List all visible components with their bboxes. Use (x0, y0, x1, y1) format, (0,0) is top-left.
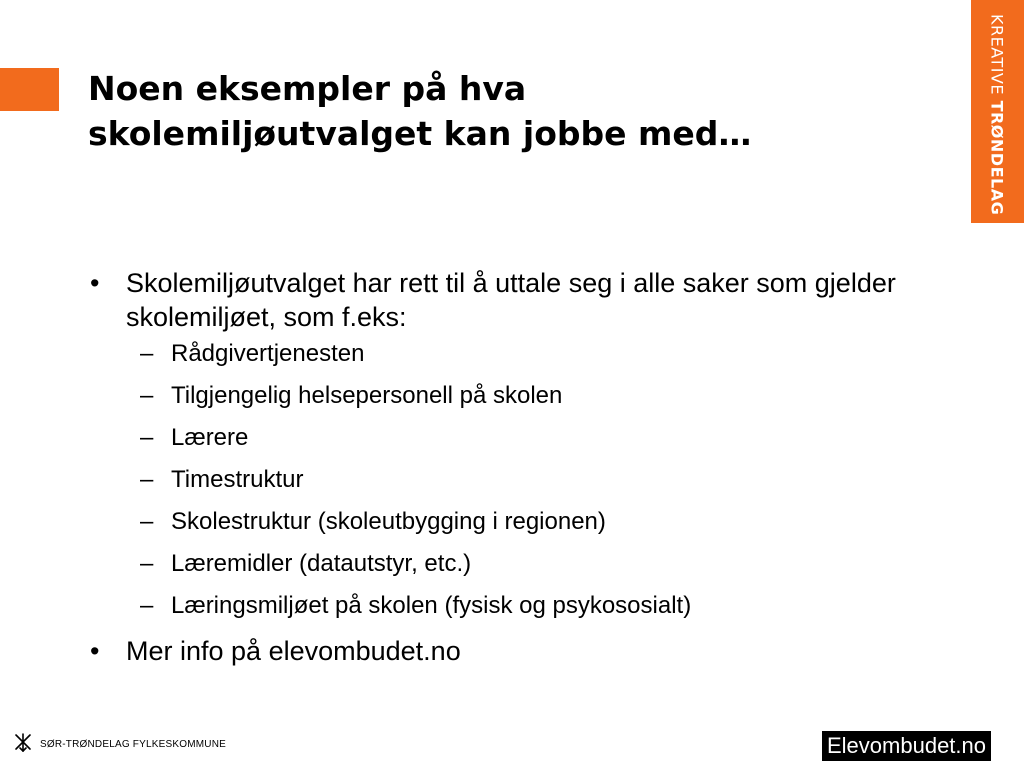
sub-item (90, 424, 940, 452)
bullet-mark: • (90, 268, 100, 298)
bullet-item (90, 266, 940, 334)
sub-text: Lærere (171, 424, 249, 451)
bullet-text: Mer info på elevombudet.no (126, 636, 461, 666)
bullet-mark: • (90, 636, 100, 666)
slide-title (88, 66, 908, 156)
sub-mark: – (140, 424, 154, 451)
sub-text: Læremidler (datautstyr, etc.) (171, 550, 472, 577)
title-accent-block (0, 68, 59, 111)
sub-text: Rådgivertjenesten (171, 340, 365, 367)
sub-item (90, 382, 940, 410)
sub-item (90, 592, 940, 620)
footer-badge: Elevombudet.no (822, 731, 991, 761)
county-emblem-icon (12, 731, 34, 758)
sub-mark: – (140, 382, 154, 409)
footer-org-name: SØR-TRØNDELAG FYLKESKOMMUNE (40, 738, 226, 750)
sub-item (90, 466, 940, 494)
bullet-item (90, 634, 940, 668)
footer-logo (12, 732, 226, 756)
bullet-text: Skolemiljøutvalget har rett til å uttale seg i alle saker som gjelder skolemiljøet, som f.eks: (126, 268, 896, 332)
sub-mark: – (140, 466, 154, 493)
sub-mark: – (140, 592, 154, 619)
sub-mark: – (140, 508, 154, 535)
brand-wordmark (988, 14, 1007, 215)
sub-mark: – (140, 340, 154, 367)
sub-item (90, 550, 940, 578)
sub-text: Læringsmiljøet på skolen (fysisk og psykososialt) (171, 592, 692, 619)
sub-list (90, 340, 940, 620)
brand-wordmark-bold: TRØNDELAG (987, 100, 1007, 216)
sub-text: Tilgjengelig helsepersonell på skolen (171, 382, 563, 409)
sub-mark: – (140, 550, 154, 577)
slide-body (90, 266, 940, 674)
slide-title-line1: Noen eksempler på hva (88, 69, 527, 108)
sub-text: Skolestruktur (skoleutbygging i regionen) (171, 508, 606, 535)
brand-wordmark-thin: KREATIVE (987, 14, 1007, 101)
sub-item (90, 508, 940, 536)
sub-text: Timestruktur (171, 466, 304, 493)
brand-tab (971, 0, 1024, 223)
sub-item (90, 340, 940, 368)
slide-title-line2: skolemiljøutvalget kan jobbe med… (88, 114, 752, 153)
